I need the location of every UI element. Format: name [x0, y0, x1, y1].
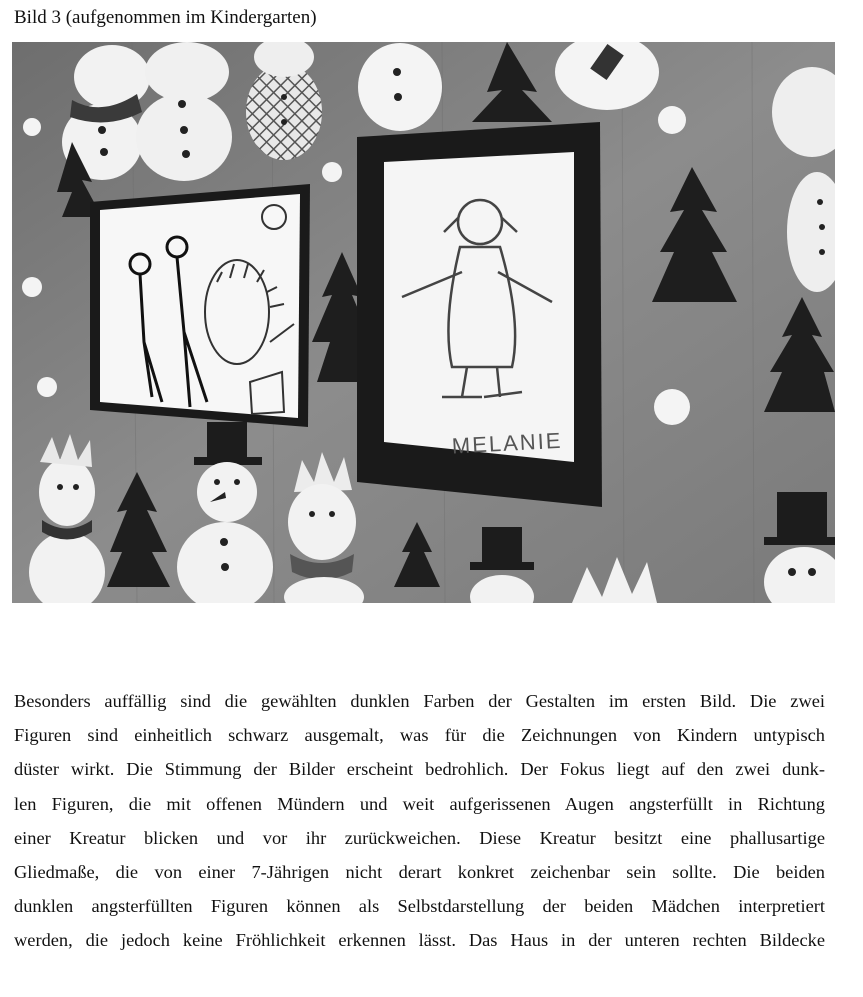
figure-caption: Bild 3 (aufgenommen im Kindergarten) [14, 7, 317, 28]
paragraph-line: Gliedmaße, die von einer 7-Jährigen nicht derart konkret zeichenbar sein sollte. Die beiden [14, 862, 825, 883]
paragraph-line: dunklen angsterfüllten Figuren können als Selbstdarstellung der beiden Mädchen interpretiert [14, 896, 825, 917]
snowman-checkered [246, 42, 322, 160]
paragraph-line: Besonders auffällig sind die gewählten dunklen Farben der Gestalten im ersten Bild. Die zwei [14, 691, 825, 711]
paragraph-line: einer Kreatur blicken und vor ihr zurückweichen. Diese Kreatur besitzt eine phallusartige [14, 827, 825, 848]
paragraph-line: len Figuren, die mit offenen Mündern und weit aufgerissenen Augen angsterfüllt in Richtung [14, 793, 825, 814]
body-paragraph [14, 684, 825, 958]
snowman-top-center-left [136, 42, 232, 181]
framed-drawing-right [357, 122, 602, 507]
snowman-top-center [358, 43, 442, 131]
paragraph-line: düster wirkt. Die Stimmung der Bilder erscheint bedrohlich. Der Fokus liegt auf den zwei dunk- [14, 759, 825, 780]
framed-drawing-left [90, 184, 310, 427]
paragraph-line: Figuren sind einheitlich schwarz ausgemalt, was für die Zeichnungen von Kindern untypisch [14, 725, 825, 746]
kindergarten-wall-photo [12, 42, 835, 603]
paragraph-line: werden, die jedoch keine Fröhlichkeit erkennen lässt. Das Haus in der unteren rechten Bildecke [14, 930, 825, 951]
drawing-name-label: MELANIE [451, 427, 564, 459]
